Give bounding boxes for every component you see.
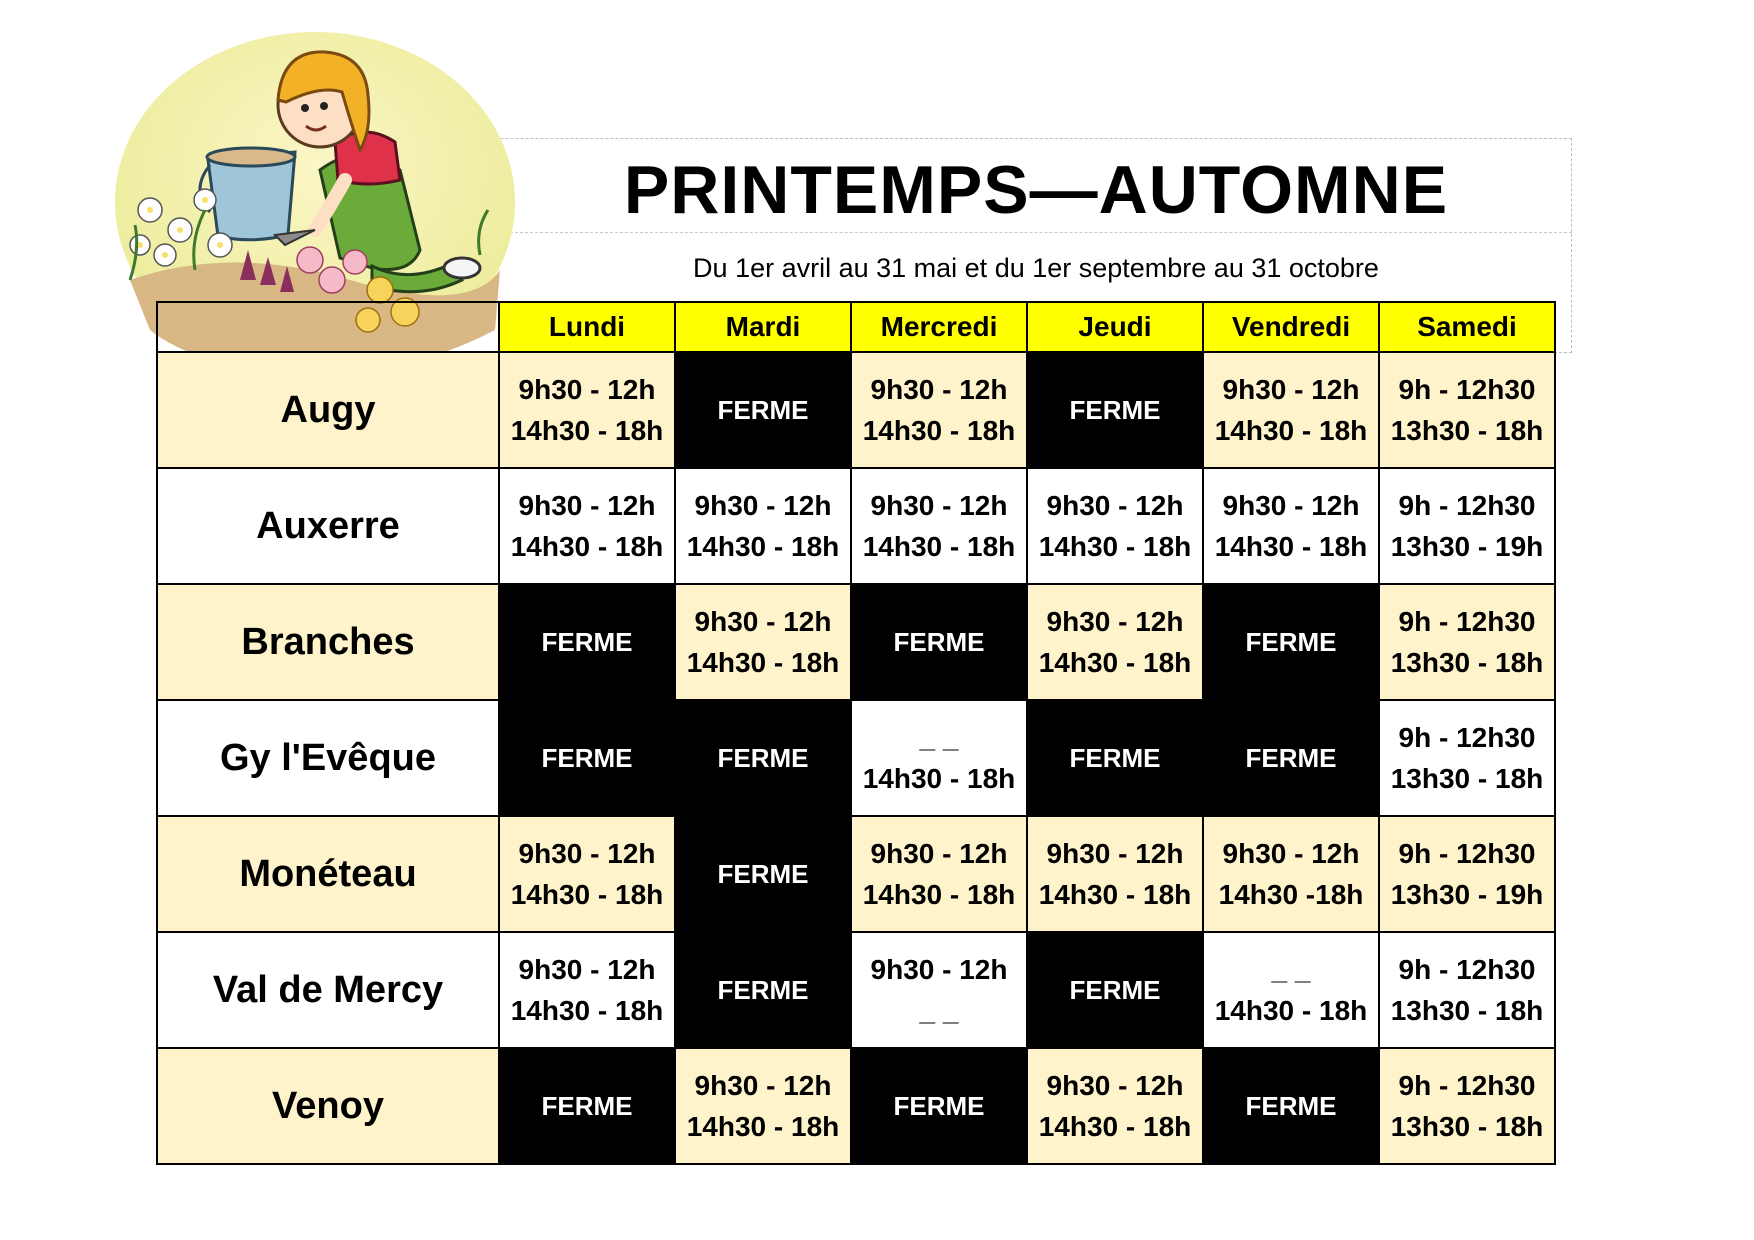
hours-cell-mardi	[675, 1048, 851, 1164]
time-range: 14h30 - 18h	[862, 879, 1016, 910]
table-row	[157, 352, 1555, 468]
time-range: 9h30 - 12h	[1046, 838, 1184, 869]
closed-cell-jeudi: FERME	[1027, 932, 1203, 1048]
schedule-body	[157, 352, 1555, 1164]
page-subtitle: Du 1er avril au 31 mai et du 1er septembre au 31 octobre	[693, 253, 1379, 283]
hours-cell-jeudi	[1027, 468, 1203, 584]
time-range: 9h - 12h30	[1398, 490, 1536, 521]
time-range: 13h30 - 18h	[1390, 415, 1544, 446]
time-range: 14h30 - 18h	[1038, 1111, 1192, 1142]
time-range: 14h30 - 18h	[1214, 415, 1368, 446]
time-range: 9h30 - 12h	[1046, 606, 1184, 637]
hours-cell-mercredi	[851, 932, 1027, 1048]
town-name: Monéteau	[157, 816, 499, 932]
hours-cell-lundi	[499, 352, 675, 468]
table-row	[157, 468, 1555, 584]
closed-cell-mardi: FERME	[675, 352, 851, 468]
time-range: 14h30 - 18h	[1038, 647, 1192, 678]
time-range: 13h30 - 19h	[1390, 531, 1544, 562]
day-header-row	[157, 302, 1555, 352]
time-range: 9h30 - 12h	[694, 606, 832, 637]
time-range: 9h30 - 12h	[518, 490, 656, 521]
time-range: 13h30 - 18h	[1390, 995, 1544, 1026]
hours-cell-mercredi	[851, 700, 1027, 816]
table-row	[157, 816, 1555, 932]
time-range: 14h30 - 18h	[1038, 531, 1192, 562]
time-range: 9h30 - 12h	[694, 490, 832, 521]
hours-cell-samedi	[1379, 816, 1555, 932]
day-header-lundi: Lundi	[499, 302, 675, 352]
day-header-mercredi: Mercredi	[851, 302, 1027, 352]
closed-cell-vendredi: FERME	[1203, 1048, 1379, 1164]
hours-cell-mercredi	[851, 816, 1027, 932]
time-range: 14h30 - 18h	[510, 415, 664, 446]
time-range: 13h30 - 18h	[1390, 763, 1544, 794]
table-row	[157, 700, 1555, 816]
time-range: _ _	[919, 995, 959, 1026]
page-title: PRINTEMPS—AUTOMNE	[623, 152, 1449, 228]
time-range: 14h30 - 18h	[510, 879, 664, 910]
time-range: 14h30 - 18h	[862, 763, 1016, 794]
table-row	[157, 1048, 1555, 1164]
hours-cell-mardi	[675, 584, 851, 700]
closed-cell-vendredi: FERME	[1203, 700, 1379, 816]
hours-cell-jeudi	[1027, 816, 1203, 932]
hours-cell-samedi	[1379, 584, 1555, 700]
time-range: 13h30 - 18h	[1390, 647, 1544, 678]
time-range: 9h - 12h30	[1398, 606, 1536, 637]
time-range: 9h - 12h30	[1398, 838, 1536, 869]
closed-cell-mardi: FERME	[675, 816, 851, 932]
time-range: 9h30 - 12h	[518, 954, 656, 985]
town-name: Auxerre	[157, 468, 499, 584]
time-range: 9h30 - 12h	[1222, 490, 1360, 521]
day-header-mardi: Mardi	[675, 302, 851, 352]
hours-cell-samedi	[1379, 352, 1555, 468]
town-name: Branches	[157, 584, 499, 700]
time-range: 14h30 - 18h	[1038, 879, 1192, 910]
time-range: 9h30 - 12h	[1046, 1070, 1184, 1101]
title-divider	[500, 232, 1572, 233]
closed-cell-vendredi: FERME	[1203, 584, 1379, 700]
time-range: 9h30 - 12h	[870, 374, 1008, 405]
town-name: Gy l'Evêque	[157, 700, 499, 816]
time-range: 14h30 - 18h	[686, 647, 840, 678]
town-name: Val de Mercy	[157, 932, 499, 1048]
closed-cell-mercredi: FERME	[851, 1048, 1027, 1164]
time-range: 9h - 12h30	[1398, 374, 1536, 405]
time-range: 14h30 -18h	[1218, 879, 1364, 910]
closed-cell-jeudi: FERME	[1027, 700, 1203, 816]
time-range: 14h30 - 18h	[686, 1111, 840, 1142]
time-range: 9h30 - 12h	[870, 838, 1008, 869]
table-row	[157, 932, 1555, 1048]
time-range: 14h30 - 18h	[686, 531, 840, 562]
closed-cell-jeudi: FERME	[1027, 352, 1203, 468]
time-range: 14h30 - 18h	[862, 415, 1016, 446]
town-name: Augy	[157, 352, 499, 468]
closed-cell-lundi: FERME	[499, 1048, 675, 1164]
schedule-table	[156, 301, 1556, 1165]
closed-cell-mardi: FERME	[675, 700, 851, 816]
hours-cell-jeudi	[1027, 1048, 1203, 1164]
day-header-jeudi: Jeudi	[1027, 302, 1203, 352]
hours-cell-lundi	[499, 932, 675, 1048]
time-range: 9h30 - 12h	[1222, 374, 1360, 405]
hours-cell-mardi	[675, 468, 851, 584]
closed-cell-mardi: FERME	[675, 932, 851, 1048]
time-range: 9h30 - 12h	[518, 838, 656, 869]
hours-cell-samedi	[1379, 468, 1555, 584]
time-range: 13h30 - 18h	[1390, 1111, 1544, 1142]
hours-cell-lundi	[499, 468, 675, 584]
hours-cell-vendredi	[1203, 468, 1379, 584]
closed-cell-lundi: FERME	[499, 700, 675, 816]
day-header-vendredi: Vendredi	[1203, 302, 1379, 352]
time-range: 9h - 12h30	[1398, 1070, 1536, 1101]
hours-cell-mercredi	[851, 352, 1027, 468]
time-range: 9h - 12h30	[1398, 954, 1536, 985]
time-range: 9h30 - 12h	[518, 374, 656, 405]
hours-cell-jeudi	[1027, 584, 1203, 700]
hours-cell-mercredi	[851, 468, 1027, 584]
hours-cell-lundi	[499, 816, 675, 932]
closed-cell-mercredi: FERME	[851, 584, 1027, 700]
hours-cell-samedi	[1379, 700, 1555, 816]
time-range: 14h30 - 18h	[1214, 531, 1368, 562]
time-range: 9h - 12h30	[1398, 722, 1536, 753]
hours-cell-samedi	[1379, 932, 1555, 1048]
time-range: 9h30 - 12h	[870, 954, 1008, 985]
time-range: _ _	[1271, 954, 1311, 985]
day-header-samedi: Samedi	[1379, 302, 1555, 352]
hours-cell-vendredi	[1203, 352, 1379, 468]
time-range: 14h30 - 18h	[1214, 995, 1368, 1026]
hours-cell-vendredi	[1203, 932, 1379, 1048]
hours-cell-vendredi	[1203, 816, 1379, 932]
closed-cell-lundi: FERME	[499, 584, 675, 700]
time-range: 14h30 - 18h	[862, 531, 1016, 562]
time-range: 13h30 - 19h	[1390, 879, 1544, 910]
time-range: 14h30 - 18h	[510, 531, 664, 562]
table-row	[157, 584, 1555, 700]
time-range: 9h30 - 12h	[1046, 490, 1184, 521]
time-range: 9h30 - 12h	[1222, 838, 1360, 869]
time-range: _ _	[919, 722, 959, 753]
time-range: 14h30 - 18h	[510, 995, 664, 1026]
town-name: Venoy	[157, 1048, 499, 1164]
time-range: 9h30 - 12h	[870, 490, 1008, 521]
corner-cell	[157, 302, 499, 352]
hours-cell-samedi	[1379, 1048, 1555, 1164]
time-range: 9h30 - 12h	[694, 1070, 832, 1101]
